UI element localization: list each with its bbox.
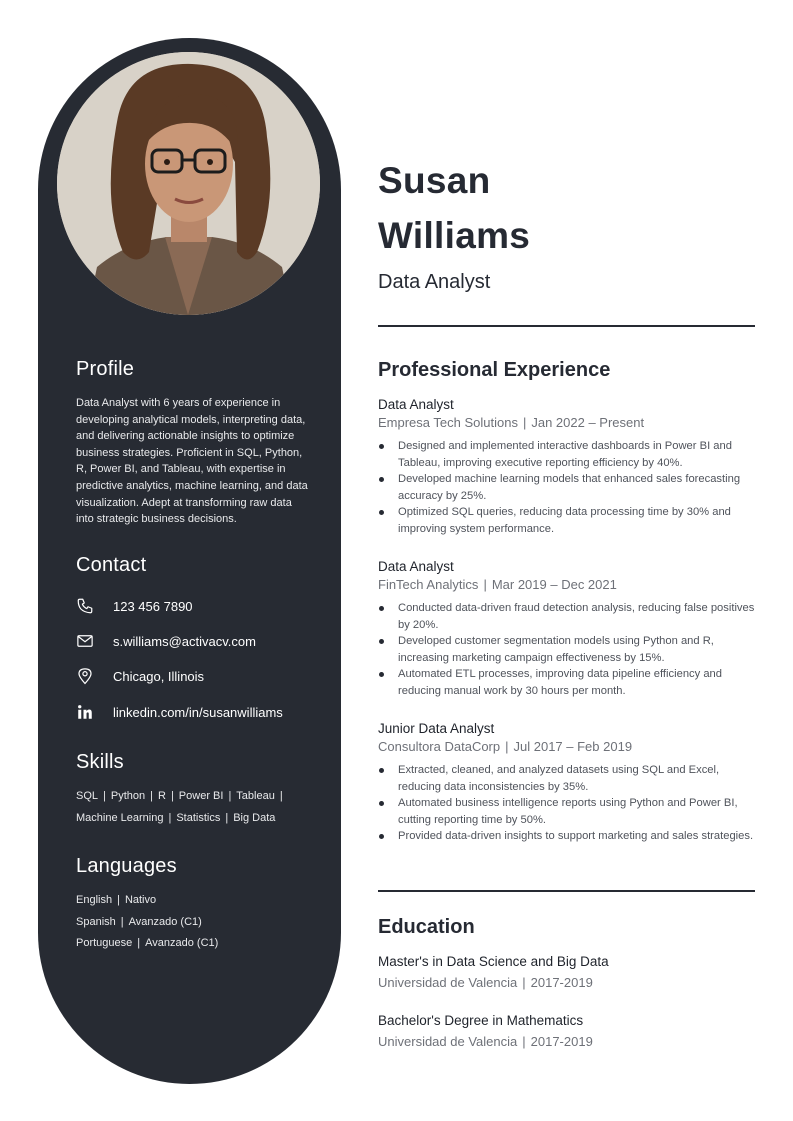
skill-item: Tableau xyxy=(236,790,275,802)
profile-section xyxy=(76,358,308,528)
skill-item: Big Data xyxy=(233,811,276,824)
skills-heading: Skills xyxy=(76,751,124,773)
job-meta: Empresa Tech Solutions | Jan 2022 – Present xyxy=(378,415,645,430)
job-role: Data Analyst xyxy=(378,271,491,293)
degree-title: Master's in Data Science and Big Data xyxy=(378,954,609,969)
job-entry xyxy=(378,721,755,845)
job-title: Data Analyst xyxy=(378,559,454,574)
location-icon xyxy=(76,667,94,685)
contact-heading: Contact xyxy=(76,554,147,576)
list-item: Automated ETL processes, improving data pipeline efficiency and reducing manual work by 30 hours per month. xyxy=(378,666,755,699)
contact-phone-text: 123 456 7890 xyxy=(113,598,193,614)
skills-line-2: Machine Learning | Statistics | Big Data xyxy=(76,811,276,824)
divider xyxy=(378,325,755,327)
skill-item: R xyxy=(157,790,166,802)
skills-section xyxy=(76,751,308,829)
education-entry xyxy=(378,954,755,990)
job-bullets xyxy=(378,600,755,699)
languages-section xyxy=(76,855,308,955)
skill-item: Python xyxy=(110,790,146,802)
languages-heading: Languages xyxy=(76,855,177,877)
job-meta: FinTech Analytics | Mar 2019 – Dec 2021 xyxy=(378,577,617,592)
contact-phone[interactable] xyxy=(76,594,193,618)
education-heading: Education xyxy=(378,916,475,938)
list-item: Automated business intelligence reports using Python and Power BI, cutting reporting time by 50%. xyxy=(378,795,755,828)
skills-line-1: SQL | Python | R | Power BI | Tableau | xyxy=(76,790,283,802)
contact-location-text: Chicago, Illinois xyxy=(113,668,205,684)
contact-email-text: s.williams@activacv.com xyxy=(113,633,256,649)
profile-photo xyxy=(57,52,320,315)
contact-location xyxy=(76,664,204,688)
degree-meta: Universidad de Valencia | 2017-2019 xyxy=(378,1034,593,1049)
degree-title: Bachelor's Degree in Mathematics xyxy=(378,1013,584,1028)
linkedin-icon xyxy=(76,703,94,721)
profile-summary: Data Analyst with 6 years of experience in developing analytical models, interpreting data, and delivering actionable insights to optimize business strategies. Proficient in SQL, Python, R, Power BI, and Tableau, with expertise in predictive analytics, machine learning, and data visualization. Adept at transforming raw data into strategic business decisions. xyxy=(76,397,308,526)
list-item: Conducted data-driven fraud detection analysis, reducing false positives by 20%. xyxy=(378,600,755,633)
degree-meta: Universidad de Valencia | 2017-2019 xyxy=(378,975,593,990)
contact-section xyxy=(76,554,308,577)
divider xyxy=(378,890,755,892)
job-entry xyxy=(378,559,755,699)
job-bullets xyxy=(378,762,755,845)
list-item: Developed machine learning models that enhanced sales forecasting accuracy by 25%. xyxy=(378,471,755,504)
contact-linkedin-text: linkedin.com/in/susanwilliams xyxy=(113,704,283,720)
experience-heading: Professional Experience xyxy=(378,359,611,381)
education-entry xyxy=(378,1013,755,1049)
mail-icon xyxy=(76,632,94,650)
name-last: Williams xyxy=(378,215,531,256)
language-item: Spanish | Avanzado (C1) xyxy=(76,915,202,928)
profile-heading: Profile xyxy=(76,358,135,380)
language-item: Portuguese | Avanzado (C1) xyxy=(76,937,219,949)
name-first: Susan xyxy=(378,160,491,201)
header xyxy=(378,153,755,294)
job-title: Junior Data Analyst xyxy=(378,721,495,736)
job-entry xyxy=(378,397,755,537)
job-meta: Consultora DataCorp | Jul 2017 – Feb 2019 xyxy=(378,739,633,754)
skill-item: SQL xyxy=(76,790,99,802)
list-item: Optimized SQL queries, reducing data processing time by 30% and improving system performance. xyxy=(378,504,755,537)
list-item: Extracted, cleaned, and analyzed datasets using SQL and Excel, reducing data inconsistencies by 35%. xyxy=(378,762,755,795)
list-item: Designed and implemented interactive dashboards in Power BI and Tableau, improving executive reporting efficiency by 40%. xyxy=(378,438,755,471)
list-item: Developed customer segmentation models using Python and R, increasing marketing campaign effectiveness by 15%. xyxy=(378,633,755,666)
skill-item: Power BI xyxy=(178,790,224,802)
job-title: Data Analyst xyxy=(378,397,454,412)
job-bullets xyxy=(378,438,755,537)
skill-item: Machine Learning xyxy=(76,811,164,824)
list-item: Provided data-driven insights to support marketing and sales strategies. xyxy=(378,828,755,845)
language-item: English | Nativo xyxy=(76,894,157,906)
contact-email[interactable] xyxy=(76,629,256,653)
contact-linkedin[interactable] xyxy=(76,700,283,724)
skill-item: Statistics xyxy=(176,811,221,824)
phone-icon xyxy=(76,597,94,615)
